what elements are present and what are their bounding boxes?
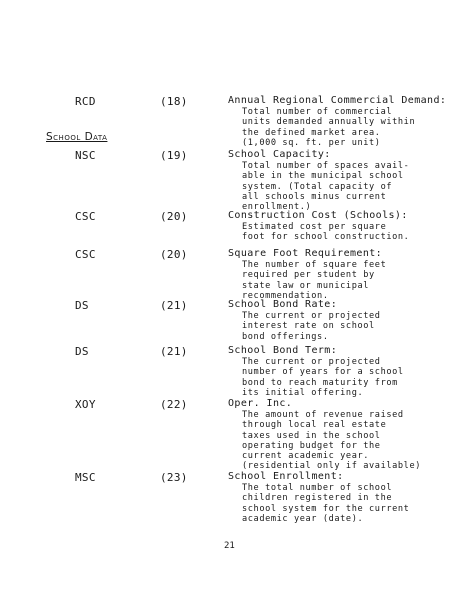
definition-line: The amount of revenue raised (242, 410, 404, 420)
definition (228, 95, 454, 148)
equation-number: (23) (160, 471, 188, 484)
term-title: Oper. Inc. (228, 398, 293, 409)
term-title: Annual Regional Commercial Demand: (228, 95, 447, 106)
definition-line: recommendation. (242, 290, 329, 301)
term-title: School Enrollment: (228, 471, 344, 482)
definition-line: its initial offering. (242, 387, 364, 398)
term-title: School Bond Rate: (228, 299, 338, 310)
equation-number: (21) (160, 345, 188, 358)
term-title: School Bond Term: (228, 345, 338, 356)
definition (228, 210, 454, 243)
equation-number: (19) (160, 149, 188, 162)
definition-line: through local real estate (242, 420, 387, 431)
page-number: 21 (224, 541, 235, 551)
definition-line: units demanded annually within (242, 117, 416, 128)
definition-line: interest rate on school (242, 321, 375, 332)
definition-line: The current or projected (242, 311, 381, 321)
definition-line: Total number of commercial (242, 107, 393, 117)
definition-line: bond offerings. (242, 331, 329, 342)
term-title: Construction Cost (Schools): (228, 210, 408, 221)
definition-line: able in the municipal school (242, 171, 404, 182)
equation-number: (20) (160, 248, 188, 261)
equation-number: (22) (160, 398, 188, 411)
definition-line: all schools minus current (242, 191, 387, 202)
definition-line: Estimated cost per square (242, 222, 387, 232)
term-title: School Capacity: (228, 149, 331, 160)
definition-line: The number of square feet (242, 260, 387, 270)
definition-line: number of years for a school (242, 367, 404, 378)
variable-code: CSC (75, 248, 96, 261)
definition-line: enrollment.) (242, 202, 312, 213)
definition-line: Total number of spaces avail- (242, 161, 410, 171)
definition-line: operating budget for the (242, 440, 381, 451)
definition-line: taxes used in the school (242, 430, 381, 441)
definition-line: current academic year. (242, 451, 370, 462)
variable-code: MSC (75, 471, 96, 484)
definition-line: foot for school construction. (242, 232, 410, 243)
definition (228, 398, 454, 472)
definition-line: (1,000 sq. ft. per unit) (242, 137, 381, 148)
equation-number: (21) (160, 299, 188, 312)
definition-line: required per student by (242, 270, 375, 281)
definition-line: system. (Total capacity of (242, 181, 393, 192)
equation-number: (18) (160, 95, 188, 108)
definition-line: state law or municipal (242, 280, 370, 291)
definition (228, 345, 454, 398)
definition-line: the defined market area. (242, 127, 381, 138)
definition-line: The total number of school (242, 483, 393, 493)
variable-code: XOY (75, 398, 96, 411)
equation-number: (20) (160, 210, 188, 223)
definition (228, 149, 454, 212)
section-heading: School Data (46, 131, 108, 143)
term-title: Square Foot Requirement: (228, 248, 383, 259)
definition (228, 299, 454, 342)
definition-line: The current or projected (242, 357, 381, 367)
variable-code: NSC (75, 149, 96, 162)
definition-line: (residential only if available) (242, 461, 421, 472)
variable-code: DS (75, 299, 89, 312)
definition-line: academic year (date). (242, 513, 364, 524)
definition-line: school system for the current (242, 503, 410, 514)
definition (228, 471, 454, 524)
variable-code: DS (75, 345, 89, 358)
definition-line: bond to reach maturity from (242, 377, 398, 388)
definition-line: children registered in the (242, 493, 393, 504)
definition (228, 248, 454, 301)
variable-code: RCD (75, 95, 96, 108)
variable-code: CSC (75, 210, 96, 223)
